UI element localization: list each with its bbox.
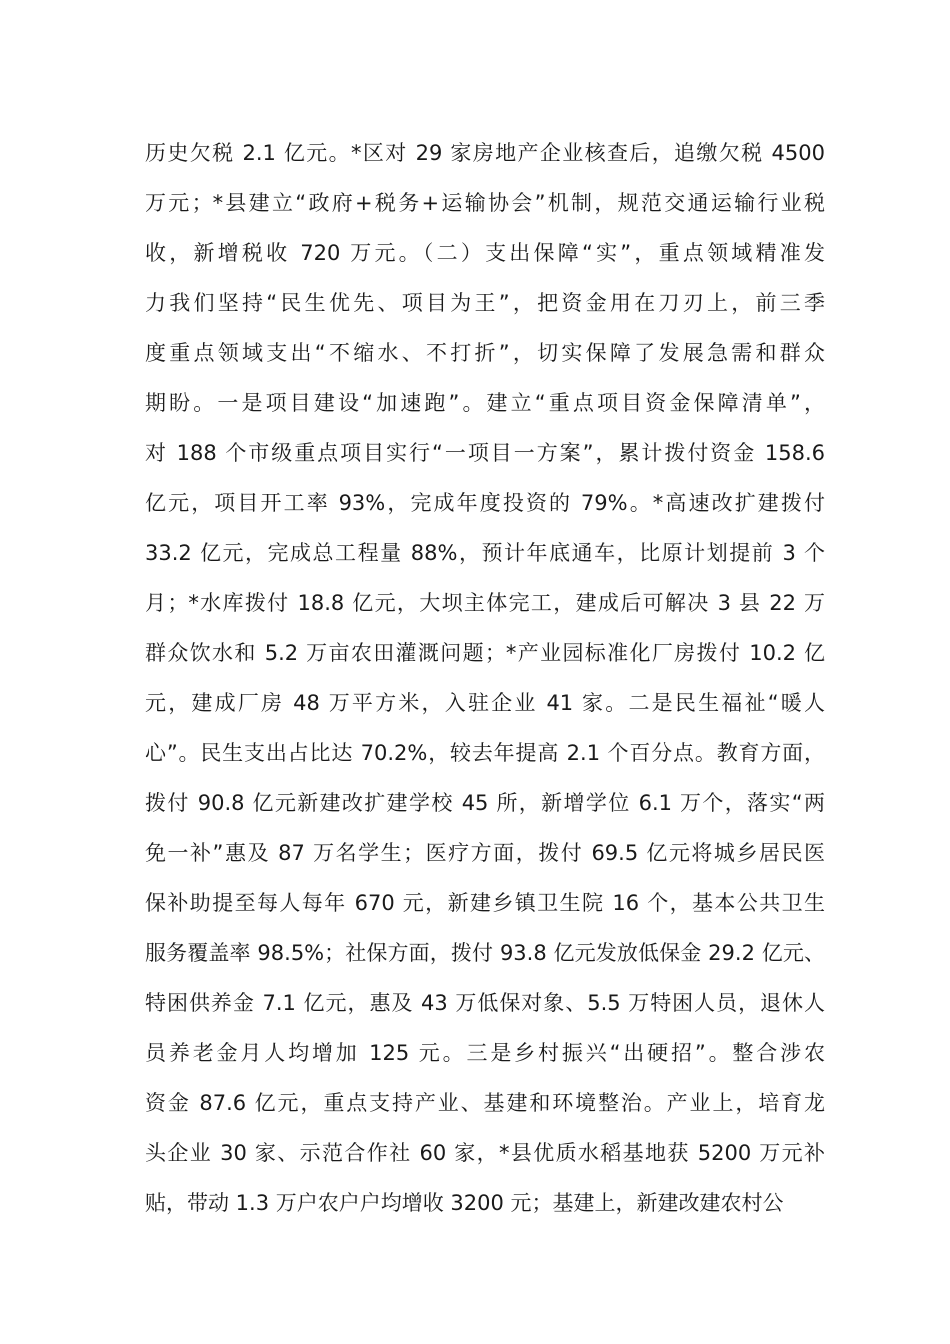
text-line-9: 33.2 亿元，完成总工程量 88%，预计年底通车，比原计划提前 3 个 bbox=[145, 541, 825, 565]
text-line-17: 服务覆盖率 98.5%；社保方面，拨付 93.8 亿元发放低保金 29.2 亿元、 bbox=[145, 941, 825, 965]
text-line-11: 群众饮水和 5.2 万亩农田灌溉问题；*产业园标准化厂房拨付 10.2 亿 bbox=[145, 641, 825, 665]
text-line-18: 特困供养金 7.1 亿元，惠及 43 万低保对象、5.5 万特困人员，退休人 bbox=[145, 991, 825, 1015]
text-line-20: 资金 87.6 亿元，重点支持产业、基建和环境整治。产业上，培育龙 bbox=[145, 1091, 825, 1115]
text-line-19: 员养老金月人均增加 125 元。三是乡村振兴“出硬招”。整合涉农 bbox=[145, 1041, 825, 1065]
text-line-13: 心”。民生支出占比达 70.2%，较去年提高 2.1 个百分点。教育方面， bbox=[145, 741, 825, 765]
text-line-6: 期盼。一是项目建设“加速跑”。建立“重点项目资金保障清单”， bbox=[145, 391, 825, 415]
text-line-10: 月；*水库拨付 18.8 亿元，大坝主体完工，建成后可解决 3 县 22 万 bbox=[145, 591, 825, 615]
text-line-22: 贴，带动 1.3 万户农户户均增收 3200 元；基建上，新建改建农村公 bbox=[145, 1191, 784, 1215]
text-line-7: 对 188 个市级重点项目实行“一项目一方案”，累计拨付资金 158.6 bbox=[145, 441, 825, 465]
text-line-21: 头企业 30 家、示范合作社 60 家，*县优质水稻基地获 5200 万元补 bbox=[145, 1141, 825, 1165]
text-line-4: 力我们坚持“民生优先、项目为王”，把资金用在刀刃上，前三季 bbox=[145, 291, 825, 315]
text-line-5: 度重点领域支出“不缩水、不打折”，切实保障了发展急需和群众 bbox=[145, 341, 825, 365]
text-line-16: 保补助提至每人每年 670 元，新建乡镇卫生院 16 个，基本公共卫生 bbox=[145, 891, 825, 915]
text-line-8: 亿元，项目开工率 93%，完成年度投资的 79%。*高速改扩建拨付 bbox=[145, 491, 825, 515]
text-line-3: 收，新增税收 720 万元。（二）支出保障“实”，重点领域精准发 bbox=[145, 241, 825, 265]
text-line-2: 万元；*县建立“政府+税务+运输协会”机制，规范交通运输行业税 bbox=[145, 191, 825, 215]
text-line-15: 免一补”惠及 87 万名学生；医疗方面，拨付 69.5 亿元将城乡居民医 bbox=[145, 841, 825, 865]
body-text bbox=[145, 128, 825, 1228]
text-line-14: 拨付 90.8 亿元新建改扩建学校 45 所，新增学位 6.1 万个，落实“两 bbox=[145, 791, 825, 815]
text-line-12: 元，建成厂房 48 万平方米，入驻企业 41 家。二是民生福祉“暖人 bbox=[145, 691, 825, 715]
text-line-1: 历史欠税 2.1 亿元。*区对 29 家房地产企业核查后，追缴欠税 4500 bbox=[145, 141, 825, 165]
